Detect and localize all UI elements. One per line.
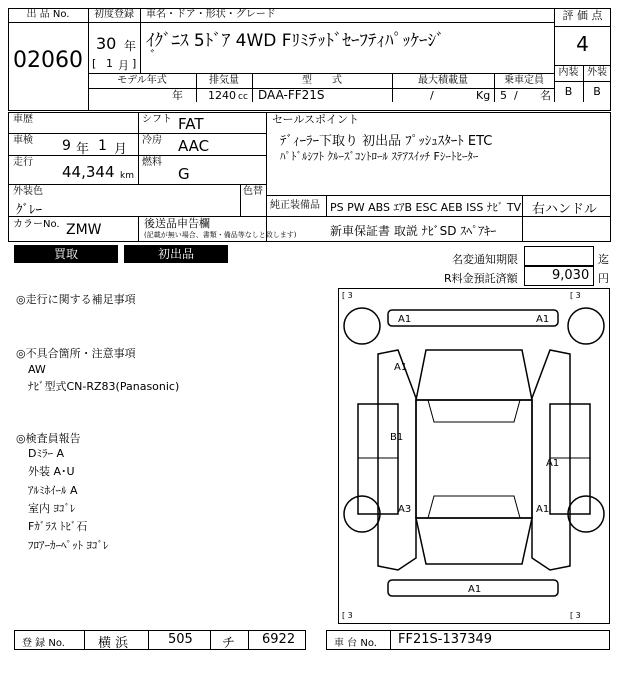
wheel-front-right (568, 308, 604, 344)
damage-mark: B1 (390, 432, 404, 443)
steering-value: 右ハンドル (532, 202, 598, 217)
inspection-year-unit: 年 (76, 142, 90, 157)
grid-line (8, 22, 88, 23)
ac-value: AAC (178, 137, 210, 155)
grid-line (266, 112, 267, 242)
first-reg-year-unit: 年 (124, 39, 137, 53)
chassis-label: 車 台 No. (334, 638, 377, 649)
recycle-value: 9,030 (552, 268, 590, 283)
car-name: ｲｸﾞﾆｽ 5ﾄﾞｱ 4WD Fﾘﾐﾃｯﾄﾞｾｰﾌﾃｨﾊﾟｯｹｰｼﾞ (146, 31, 445, 51)
damage-mark: A1 (546, 458, 560, 469)
ext-color-value: ｸﾞﾚｰ (16, 203, 42, 218)
diagram-rear-tag: [ 3 (342, 611, 353, 620)
plate-kana: チ (222, 636, 236, 651)
displacement-label: 排気量 (209, 75, 239, 86)
score-label: 評 価 点 (562, 9, 603, 22)
change-deadline-unit: 迄 (598, 253, 609, 266)
capacity-label: 乗車定員 (504, 75, 544, 86)
first-listing-badge: 初出品 (124, 245, 228, 263)
type-value: DAA-FF21S (258, 88, 325, 102)
capacity-slash: / (514, 89, 518, 102)
grid-line (554, 81, 611, 82)
capacity-value: 5 (500, 89, 507, 102)
grid-line (390, 630, 391, 650)
plate-number: 6922 (262, 632, 296, 647)
grid-line (522, 195, 523, 242)
wheel-front-left (344, 308, 380, 344)
color-no-value: ZMW (66, 222, 102, 238)
ac-label: 冷房 (142, 135, 162, 146)
exterior-score: B (593, 85, 601, 98)
defects-title: ◎不具合箇所・注意事項 (16, 347, 136, 360)
grid-line (8, 155, 266, 156)
equipment-label: 純正装備品 (270, 200, 320, 211)
roof (416, 400, 532, 518)
inspector-item: ﾌﾛｱｰｶｰﾍﾟｯﾄ ﾖｺﾞﾚ (28, 539, 109, 552)
exterior-label: 外装 (587, 67, 607, 78)
ext-color-label: 外装色 (13, 186, 43, 197)
grid-line (140, 8, 141, 73)
car-name-label: 車名・ドア・形状・グレード (146, 9, 276, 20)
score-value: 4 (576, 32, 589, 56)
trunk (416, 518, 532, 564)
inspector-item: Dﾐﾗｰ A (28, 447, 64, 460)
first-reg-year: 30 (96, 34, 117, 53)
car-name-overflow: ﾞ (150, 49, 157, 65)
grid-line (138, 112, 139, 184)
plate-region: 横 浜 (98, 636, 129, 651)
plate-class: 505 (168, 632, 193, 647)
inspection-month: 1 (98, 138, 107, 154)
grid-line (240, 184, 241, 216)
max-load-label: 最大積載量 (418, 75, 468, 86)
max-load-unit: Kg (476, 89, 491, 102)
model-year-unit: 年 (172, 89, 183, 102)
warranty-value: 新車保証書 取説 ﾅﾋﾞSD ｽﾍﾟｱｷｰ (330, 224, 497, 238)
shift-value: FAT (178, 115, 204, 133)
bracket-left: [ (92, 57, 97, 70)
inspector-item: ｱﾙﾐﾎｲｰﾙ A (28, 484, 78, 497)
grid-line (210, 630, 211, 650)
grid-line (88, 8, 89, 111)
grid-line (138, 216, 139, 242)
displacement-value: 1240 (208, 89, 236, 102)
change-deadline-label: 名変通知期限 (452, 253, 518, 266)
change-deadline-box (524, 246, 594, 266)
hood (416, 350, 532, 400)
mileage-unit: km (120, 171, 134, 181)
plate-label: 登 録 No. (22, 638, 65, 649)
aftermarket-note: (記載が無い場合、書類・備品等なしと致します) (144, 231, 297, 239)
defect-item: ﾅﾋﾞ型式CN-RZ83(Panasonic) (28, 380, 180, 393)
recycle-unit: 円 (598, 272, 609, 285)
interior-label: 内装 (558, 67, 579, 78)
aftermarket-label: 後送品申告欄 (144, 217, 210, 230)
damage-mark: A3 (398, 504, 412, 515)
displacement-unit: cc (238, 92, 248, 102)
mileage-value: 44,344 (62, 163, 115, 181)
grid-line (266, 195, 611, 196)
left-side-body (378, 350, 416, 570)
purchase-badge: 買取 (14, 245, 118, 263)
grid-line (8, 133, 266, 134)
grid-line (554, 26, 611, 27)
damage-mark: A1 (536, 314, 550, 325)
front-bumper (388, 310, 558, 326)
fuel-label: 燃料 (142, 157, 162, 168)
diagram-rear-tag-right: [ 3 (570, 611, 581, 620)
history-label: 車歴 (13, 114, 33, 125)
driving-remarks-title: ◎走行に関する補足事項 (16, 293, 136, 306)
grid-line (88, 73, 554, 74)
diagram-frame (339, 289, 610, 624)
shift-label: シフト (142, 114, 172, 125)
damage-mark: A1 (394, 362, 408, 373)
inspector-item: 外装 A･U (28, 465, 75, 478)
sales-point-label: セールスポイント (272, 113, 360, 126)
car-damage-diagram (338, 288, 610, 624)
grid-line (88, 22, 140, 23)
recycle-label: R料金預託済額 (444, 272, 518, 285)
grid-line (140, 22, 554, 23)
grid-line (248, 630, 249, 650)
lot-label: 出 品 No. (26, 9, 70, 20)
color-no-label: カラーNo. (13, 219, 60, 230)
grid-line (84, 630, 85, 650)
lot-number: 02060 (13, 48, 83, 73)
defect-item: AW (28, 363, 46, 376)
grid-line (148, 630, 149, 650)
inspection-label: 車検 (13, 135, 33, 146)
windshield (428, 400, 520, 422)
mileage-label: 走行 (13, 157, 33, 168)
grid-line (8, 216, 611, 217)
type-label: 型 式 (302, 75, 342, 86)
color-change-label: 色替 (243, 186, 263, 197)
inspector-item: 室内 ﾖｺﾞﾚ (28, 502, 76, 515)
inspection-month-unit: 月 (114, 142, 128, 157)
inspector-title: ◎検査員報告 (16, 432, 81, 445)
capacity-unit: 名 (540, 89, 551, 102)
sales-point-line-1: ﾃﾞｨｰﾗｰ下取り 初出品 ﾌﾟｯｼｭｽﾀｰﾄ ETC (280, 134, 493, 149)
first-reg-label: 初度登録 (94, 9, 134, 20)
sales-point-line-2: ﾊﾟﾄﾞﾙｼﾌﾄ ｸﾙｰｽﾞｺﾝﾄﾛｰﾙ ｽﾃｱｽｲｯﾁ Fｼｰﾄﾋｰﾀｰ (280, 150, 479, 163)
diagram-front-tag-right: [ 3 (570, 291, 581, 300)
diagram-front-tag: [ 3 (342, 291, 353, 300)
chassis-value: FF21S-137349 (398, 632, 493, 647)
model-year-label: モデル年式 (117, 75, 167, 86)
equipment-value: PS PW ABS ｴｱB ESC AEB ISS ﾅﾋﾞ TV (330, 201, 522, 214)
rear-window (428, 496, 520, 518)
inspection-year: 9 (62, 138, 71, 154)
damage-mark: A1 (398, 314, 412, 325)
grid-line (326, 195, 327, 216)
grid-line (8, 184, 266, 185)
fuel-value: G (178, 165, 190, 183)
first-reg-month-unit: 月 (118, 59, 129, 72)
damage-mark: A1 (468, 584, 482, 595)
interior-score: B (564, 85, 573, 98)
first-reg-month: 1 (106, 57, 113, 70)
bracket-right: ] (132, 57, 137, 70)
damage-mark: A1 (536, 504, 550, 515)
max-load-slash: / (430, 89, 434, 102)
inspector-item: Fｶﾞﾗｽ ﾄﾋﾞ石 (28, 520, 88, 533)
